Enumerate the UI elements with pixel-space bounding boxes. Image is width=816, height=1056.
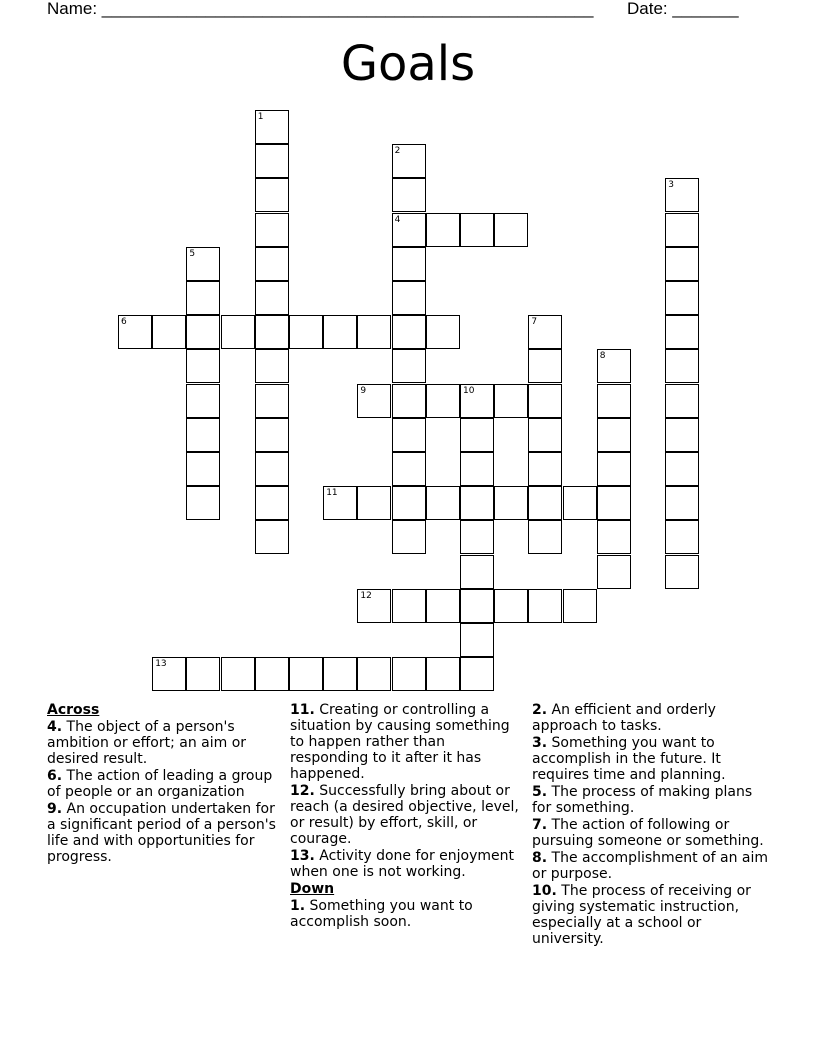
- grid-cell[interactable]: [221, 657, 255, 691]
- grid-cell[interactable]: [426, 589, 460, 623]
- grid-cell[interactable]: [528, 589, 562, 623]
- grid-cell[interactable]: [186, 349, 220, 383]
- grid-cell[interactable]: [392, 247, 426, 281]
- grid-cell[interactable]: [392, 657, 426, 691]
- grid-cell[interactable]: [597, 384, 631, 418]
- clue-down-7: 7. The action of following or pursuing someone or something.: [532, 817, 764, 849]
- grid-cell[interactable]: [118, 315, 152, 349]
- grid-cell[interactable]: [426, 384, 460, 418]
- grid-cell[interactable]: [392, 384, 426, 418]
- grid-cell[interactable]: [186, 247, 220, 281]
- clue-down-8: 8. The accomplishment of an aim or purpose.: [532, 850, 769, 882]
- grid-cell[interactable]: [460, 452, 494, 486]
- grid-cell[interactable]: [186, 315, 220, 349]
- grid-cell[interactable]: [665, 281, 699, 315]
- grid-cell[interactable]: [665, 213, 699, 247]
- grid-cell[interactable]: [255, 315, 289, 349]
- grid-cell[interactable]: [528, 418, 562, 452]
- clue-down-5: 5. The process of making plans for something.: [532, 784, 753, 816]
- grid-cell[interactable]: [255, 213, 289, 247]
- cell-number: 13: [155, 659, 167, 670]
- clue-across-4: 4. The object of a person's ambition or effort; an aim or desired result.: [47, 719, 247, 767]
- cell-number: 2: [394, 146, 401, 157]
- grid-cell[interactable]: [392, 418, 426, 452]
- name-field[interactable]: Name: ____________________________________________________: [47, 0, 594, 18]
- grid-cell[interactable]: [597, 555, 631, 589]
- cell-number: 6: [121, 317, 127, 328]
- grid-cell[interactable]: [357, 384, 391, 418]
- grid-cell[interactable]: [528, 315, 562, 349]
- grid-cell[interactable]: [665, 315, 699, 349]
- grid-cell[interactable]: [357, 589, 391, 623]
- grid-cell[interactable]: [392, 281, 426, 315]
- cell-number: 9: [360, 385, 367, 396]
- grid-cell[interactable]: [563, 486, 597, 520]
- grid-cell[interactable]: [597, 486, 631, 520]
- grid-cell[interactable]: [426, 486, 460, 520]
- grid-cell[interactable]: [426, 657, 460, 691]
- grid-cell[interactable]: [289, 315, 323, 349]
- grid-cell[interactable]: [460, 418, 494, 452]
- grid-cell[interactable]: [186, 486, 220, 520]
- grid-cell[interactable]: [255, 384, 289, 418]
- grid-cell[interactable]: [665, 247, 699, 281]
- grid-cell[interactable]: [494, 486, 528, 520]
- grid-cell[interactable]: [255, 452, 289, 486]
- grid-cell[interactable]: [460, 555, 494, 589]
- clue-across-13: 13. Activity done for enjoyment when one is not working.: [290, 848, 515, 880]
- grid-cell[interactable]: [255, 178, 289, 212]
- grid-cell[interactable]: [392, 452, 426, 486]
- cell-number: 5: [189, 248, 196, 259]
- grid-cell[interactable]: [255, 520, 289, 554]
- grid-cell[interactable]: [323, 657, 357, 691]
- clue-across-12: 12. Successfully bring about or reach (a desired objective, level, or result) by effort, skill, or courage.: [290, 783, 519, 847]
- grid-cell[interactable]: [460, 520, 494, 554]
- grid-cell[interactable]: [392, 589, 426, 623]
- grid-cell[interactable]: [665, 418, 699, 452]
- clues-column-1: [47, 702, 277, 866]
- grid-cell[interactable]: [426, 315, 460, 349]
- grid-cell[interactable]: [665, 520, 699, 554]
- clue-down-2: 2. An efficient and orderly approach to tasks.: [532, 702, 716, 734]
- grid-cell[interactable]: [357, 315, 391, 349]
- grid-cell[interactable]: [528, 520, 562, 554]
- grid-cell[interactable]: [289, 657, 323, 691]
- grid-cell[interactable]: [665, 452, 699, 486]
- grid-cell[interactable]: [665, 384, 699, 418]
- grid-cell[interactable]: [460, 213, 494, 247]
- cell-number: 7: [531, 317, 538, 328]
- cell-number: 11: [326, 488, 338, 499]
- grid-cell[interactable]: [255, 418, 289, 452]
- grid-cell[interactable]: [597, 349, 631, 383]
- cell-number: 10: [463, 385, 475, 396]
- grid-cell[interactable]: [357, 657, 391, 691]
- grid-cell[interactable]: [392, 315, 426, 349]
- grid-cell[interactable]: [186, 384, 220, 418]
- grid-cell[interactable]: [152, 315, 186, 349]
- cell-number: 12: [360, 590, 372, 601]
- clues-column-3: [532, 702, 772, 948]
- cell-number: 4: [394, 214, 401, 225]
- grid-cell[interactable]: [323, 315, 357, 349]
- grid-cell[interactable]: [528, 486, 562, 520]
- grid-cell[interactable]: [152, 657, 186, 691]
- clue-across-9: 9. An occupation undertaken for a significant period of a person's life and with opportunities for progress.: [47, 801, 276, 865]
- grid-cell[interactable]: [186, 281, 220, 315]
- grid-cell[interactable]: [392, 178, 426, 212]
- across-heading: Across: [47, 702, 100, 718]
- grid-cell[interactable]: [186, 452, 220, 486]
- grid-cell[interactable]: [392, 213, 426, 247]
- grid-cell[interactable]: [460, 384, 494, 418]
- grid-cell[interactable]: [665, 486, 699, 520]
- grid-cell[interactable]: [255, 657, 289, 691]
- grid-cell[interactable]: [255, 281, 289, 315]
- grid-cell[interactable]: [255, 110, 289, 144]
- clue-down-1: 1. Something you want to accomplish soon.: [290, 898, 473, 930]
- grid-cell[interactable]: [221, 315, 255, 349]
- grid-cell[interactable]: [255, 349, 289, 383]
- grid-cell[interactable]: [460, 657, 494, 691]
- grid-cell[interactable]: [528, 452, 562, 486]
- grid-cell[interactable]: [460, 486, 494, 520]
- cell-number: 3: [668, 180, 674, 191]
- grid-cell[interactable]: [494, 589, 528, 623]
- grid-cell[interactable]: [426, 213, 460, 247]
- cell-number: 8: [599, 351, 606, 362]
- grid-cell[interactable]: [255, 144, 289, 178]
- clue-across-11: 11. Creating or controlling a situation by causing something to happen rather than responding to it after it has happened.: [290, 702, 510, 782]
- grid-cell[interactable]: [255, 486, 289, 520]
- clue-down-10: 10. The process of receiving or giving systematic instruction, especially at a school or university.: [532, 883, 751, 947]
- clues-column-2: [290, 702, 522, 931]
- grid-cell[interactable]: [357, 486, 391, 520]
- grid-cell[interactable]: [392, 349, 426, 383]
- grid-cell[interactable]: [563, 589, 597, 623]
- grid-cell[interactable]: [494, 384, 528, 418]
- grid-cell[interactable]: [392, 144, 426, 178]
- grid-cell[interactable]: [597, 520, 631, 554]
- grid-cell[interactable]: [460, 623, 494, 657]
- page-title: Goals: [340, 36, 476, 92]
- grid-cell[interactable]: [255, 247, 289, 281]
- cell-number: 1: [257, 112, 264, 122]
- date-field[interactable]: Date: _______: [627, 0, 739, 18]
- grid-cell[interactable]: [494, 213, 528, 247]
- down-heading: Down: [290, 881, 335, 897]
- grid-cell[interactable]: [186, 657, 220, 691]
- grid-cell[interactable]: [665, 555, 699, 589]
- grid-cell[interactable]: [460, 589, 494, 623]
- grid-cell[interactable]: [392, 520, 426, 554]
- grid-cell[interactable]: [323, 486, 357, 520]
- grid-cell[interactable]: [528, 384, 562, 418]
- grid-cell[interactable]: [597, 452, 631, 486]
- grid-cell[interactable]: [597, 418, 631, 452]
- grid-cell[interactable]: [392, 486, 426, 520]
- grid-cell[interactable]: [665, 349, 699, 383]
- grid-cell[interactable]: [528, 349, 562, 383]
- grid-cell[interactable]: [186, 418, 220, 452]
- clue-down-3: 3. Something you want to accomplish in the future. It requires time and planning.: [532, 735, 726, 783]
- clue-across-6: 6. The action of leading a group of people or an organization: [47, 768, 273, 800]
- grid-cell[interactable]: [665, 178, 699, 212]
